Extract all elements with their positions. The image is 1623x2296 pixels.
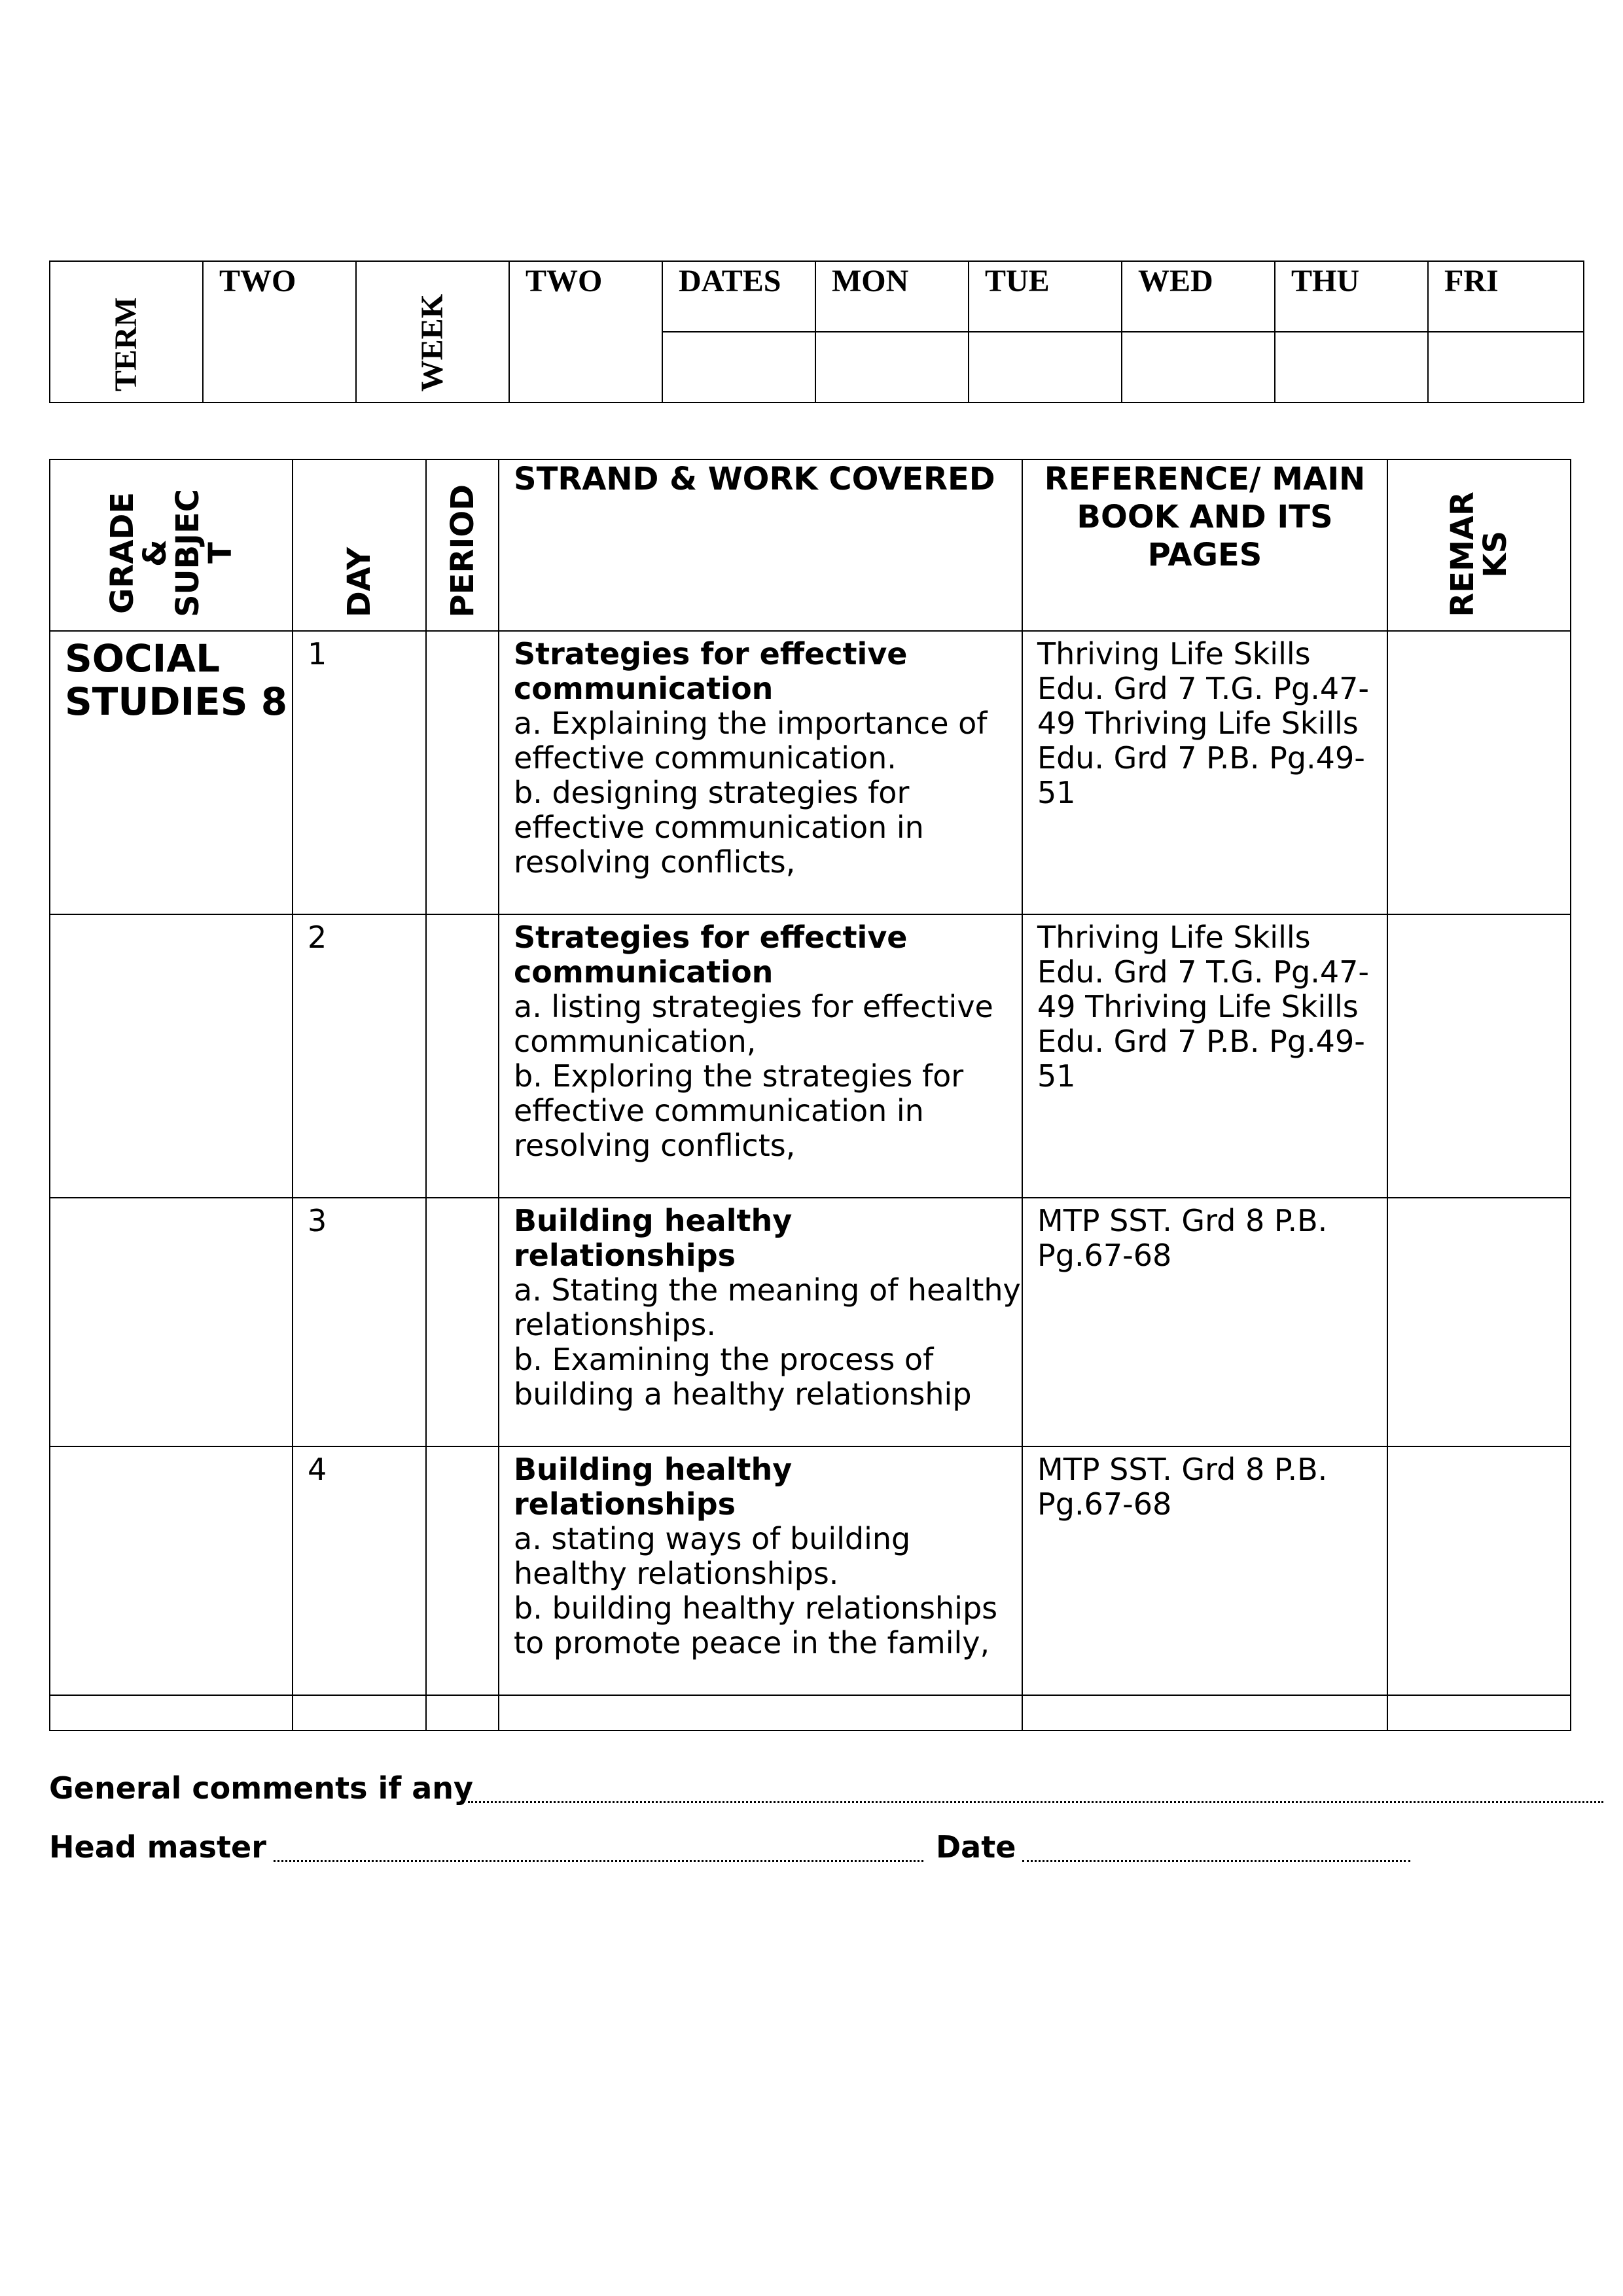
day-number: 3 [293,1198,426,1446]
subject-cell [50,1446,293,1695]
date-mon-cell [815,332,969,403]
header-strand: STRAND & WORK COVERED [499,459,1022,631]
table-row [50,914,1571,1198]
day-label: DAY [341,547,378,617]
header-grade-subject [50,459,293,631]
period-cell [426,1446,499,1695]
strand-item: b. Exploring the strategies for effective communication in resolving conflicts, [514,1058,964,1163]
strand-cell [499,1446,1022,1695]
week-value: TWO [509,261,662,403]
table-row [50,1198,1571,1446]
day-tue-label: TUE [969,261,1122,332]
table-row-empty [50,1695,1571,1731]
strand-cell [499,631,1022,914]
reference-cell: Thriving Life Skills Edu. Grd 7 T.G. Pg.47-49 Thriving Life Skills Edu. Grd 7 P.B. Pg.49-51 [1022,914,1387,1198]
date-wed-cell [1122,332,1275,403]
day-number: 1 [293,631,426,914]
period-cell [426,914,499,1198]
day-number: 2 [293,914,426,1198]
date-label: Date [936,1829,1016,1865]
subject-title: SOCIAL STUDIES 8 [65,636,288,724]
reference-cell: Thriving Life Skills Edu. Grd 7 T.G. Pg.47-49 Thriving Life Skills Edu. Grd 7 P.B. Pg.49-51 [1022,631,1387,914]
remarks-cell [1387,1198,1571,1446]
period-cell [426,1198,499,1446]
headmaster-label: Head master [49,1829,266,1865]
strand-item: a. Explaining the importance of effective communication. [514,706,988,776]
subject-cell [50,1198,293,1446]
week-label-cell [356,261,509,403]
strand-title: Building healthy relationships [514,1203,793,1273]
date-thu-cell [1275,332,1428,403]
term-label-cell [50,261,203,403]
day-number: 4 [293,1446,426,1695]
strand-item: b. Examining the process of building a healthy relationship [514,1342,972,1412]
table-row [50,631,1571,914]
reference-cell: MTP SST. Grd 8 P.B. Pg.67-68 [1022,1446,1387,1695]
general-comments-line[interactable] [468,1801,1603,1803]
dates-label: DATES [662,261,815,332]
strand-title: Building healthy relationships [514,1452,793,1522]
date-tue-cell [969,332,1122,403]
day-mon-label: MON [815,261,969,332]
week-label: WEEK [415,293,450,391]
strand-item: a. Stating the meaning of healthy relationships. [514,1272,1021,1342]
strand-cell [499,1198,1022,1446]
subject-cell [50,631,293,914]
header-row [50,459,1571,631]
date-fri-cell [1428,332,1584,403]
day-fri-label: FRI [1428,261,1584,332]
strand-cell [499,914,1022,1198]
day-wed-label: WED [1122,261,1275,332]
term-week-table [49,260,1584,403]
table-row [50,1446,1571,1695]
strand-item: b. building healthy relationships to promote peace in the family, [514,1590,998,1660]
period-label: PERIOD [444,484,481,617]
day-thu-label: THU [1275,261,1428,332]
date-line[interactable] [1022,1860,1410,1862]
remarks-cell [1387,631,1571,914]
term-value: TWO [203,261,356,403]
dates-empty-cell [662,332,815,403]
general-comments-label: General comments if any [49,1770,474,1806]
header-remarks [1387,459,1571,631]
subject-cell [50,914,293,1198]
remarks-label: REMAR KS [1444,492,1514,617]
grade-subject-label: GRADE & SUBJEC T [103,488,239,617]
header-period [426,459,499,631]
remarks-cell [1387,1446,1571,1695]
strand-title: Strategies for effective communication [514,636,908,706]
lesson-plan-table [49,459,1571,1731]
header-day [293,459,426,631]
remarks-cell [1387,914,1571,1198]
header-reference: REFERENCE/ MAIN BOOK AND ITS PAGES [1022,459,1387,631]
strand-item: a. stating ways of building healthy relationships. [514,1521,911,1591]
period-cell [426,631,499,914]
term-label: TERM [109,297,143,391]
strand-title: Strategies for effective communication [514,920,908,990]
reference-cell: MTP SST. Grd 8 P.B. Pg.67-68 [1022,1198,1387,1446]
strand-item: b. designing strategies for effective communication in resolving conflicts, [514,775,924,880]
headmaster-signature-line[interactable] [274,1860,923,1862]
strand-item: a. listing strategies for effective communication, [514,989,993,1059]
